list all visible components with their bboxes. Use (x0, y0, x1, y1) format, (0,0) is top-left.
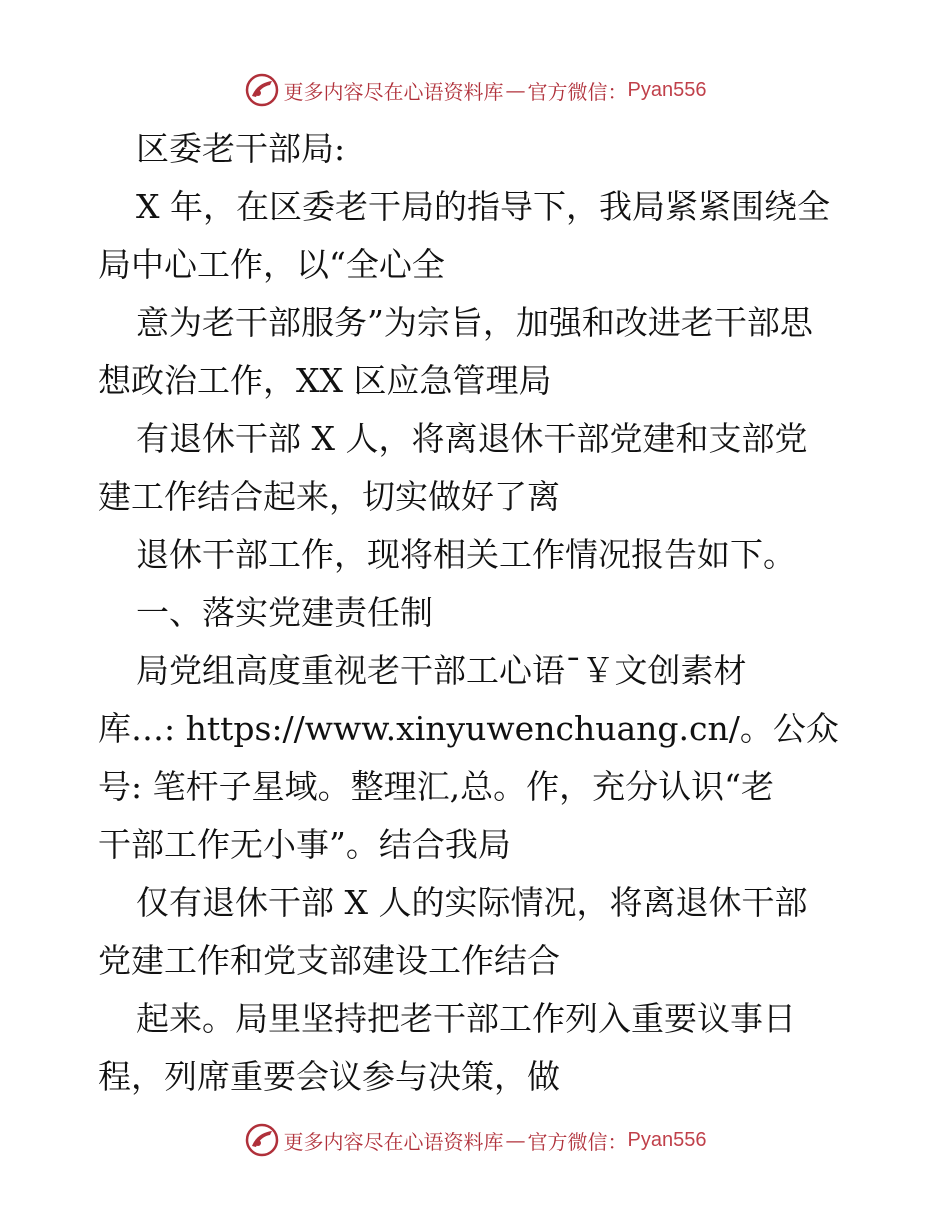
footer-brand-text: 更多内容尽在心语资料库 (283, 1129, 504, 1154)
document-line: 局中心工作，以“全心全 (98, 245, 445, 284)
document-line: X 年，在区委老干局的指导下，我局紧紧围绕全 (136, 187, 830, 226)
pen-seal-logo-icon (244, 72, 280, 108)
document-line: 党建工作和党支部建设工作结合 (98, 941, 560, 980)
document-line: 想政治工作，XX 区应急管理局 (98, 361, 552, 400)
document-line: 仅有退休干部 X 人的实际情况，将离退休干部 (136, 883, 808, 922)
document-line: 建工作结合起来，切实做好了离 (98, 477, 560, 516)
footer-wechat-id: Pyan556 (627, 1128, 707, 1151)
document-line: 有退休干部 X 人，将离退休干部党建和支部党 (136, 419, 808, 458)
footer-banner (0, 1120, 950, 1160)
footer-separator: — (505, 1128, 526, 1152)
header-brand-text: 更多内容尽在心语资料库 (283, 79, 504, 104)
document-line: 区委老干部局: (136, 129, 346, 168)
header-wechat-label: 官方微信： (527, 79, 628, 104)
document-line: 起来。局里坚持把老干部工作列入重要议事日 (136, 999, 796, 1038)
document-line: 程，列席重要会议参与决策，做 (98, 1057, 560, 1096)
pen-seal-logo-icon (244, 1122, 280, 1158)
section-heading: 一、落实党建责任制 (136, 593, 433, 632)
document-line: 库…: https://www.xinyuwenchuang.cn/。公众 (98, 709, 839, 748)
document-line: 意为老干部服务”为宗旨，加强和改进老干部思 (136, 303, 813, 342)
document-line: 退休干部工作，现将相关工作情况报告如下。 (136, 535, 796, 574)
header-wechat-id: Pyan556 (627, 78, 707, 101)
document-line: 号: 笔杆子星域。整理汇,总。作，充分认识“老 (98, 767, 774, 806)
document-line: 干部工作无小事”。结合我局 (98, 825, 511, 864)
footer-wechat-label: 官方微信： (527, 1129, 628, 1154)
header-banner (0, 70, 950, 110)
document-line: 局党组高度重视老干部工心语¯￥文创素材 (136, 651, 747, 690)
header-separator: — (505, 78, 526, 102)
